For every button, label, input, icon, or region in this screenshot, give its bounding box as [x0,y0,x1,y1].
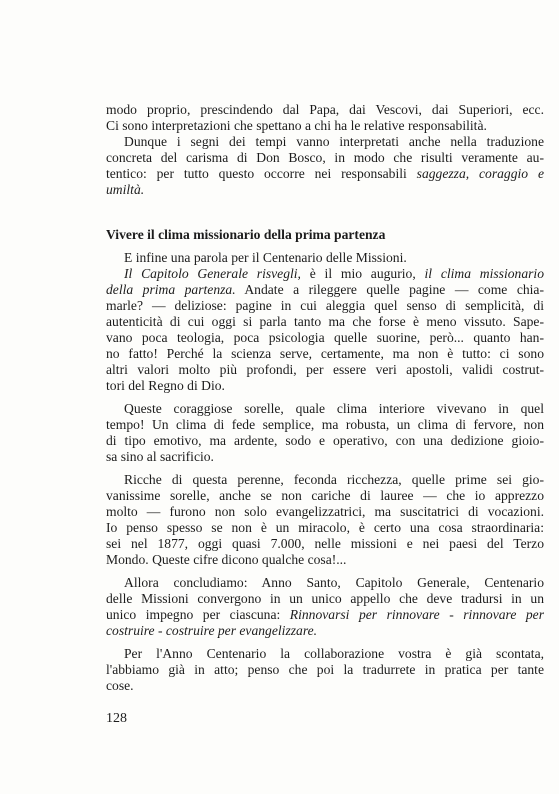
text-line: Io penso spesso se non è un miracolo, è certo una cosa straordinaria: [106,520,544,535]
text-run: Andate a rileggere quelle pagine — come chia- [235,282,544,297]
text-line: autenticità di cui oggi si parla tanto ma che forse è meno vissuto. Sape- [106,314,544,329]
text-line [106,166,544,183]
text-line: Allora concludiamo: Anno Santo, Capitolo Generale, Centenario [124,575,544,590]
text-line: modo proprio, prescindendo dal Papa, dai Vescovi, dai Superiori, ecc. [106,102,544,117]
text-line: vanissime sorelle, anche se non cariche di lauree — che io apprezzo [106,488,544,503]
text-line: E infine una parola per il Centenario delle Missioni. [124,250,407,265]
text-line [124,266,544,283]
text-run: è il mio augurio, [300,266,425,281]
text-line: vano poca teologia, poca psicologia quelle suorine, però... quanto han- [106,330,544,345]
text-line: Per l'Anno Centenario la collaborazione vostra è già scontata, [124,646,544,661]
text-line: di tipo emotivo, ma ardente, sodo e operativo, con una dedizione gioio- [106,433,544,448]
text-line [106,182,544,199]
text-line: l'abbiamo già in atto; penso che poi la tradurrete in pratica per tante [106,662,544,677]
text-line: concreta del carisma di Don Bosco, in modo che risulti veramente au- [106,150,544,165]
text-line: Ci sono interpretazioni che spettano a chi ha le relative responsabilità. [106,118,487,133]
text-line [106,607,544,624]
text-line: tori del Regno di Dio. [106,378,225,393]
italic-text-run: Il Capitolo Generale risvegli, [124,266,301,281]
page-number: 128 [106,711,127,726]
italic-text-run: il clima missionario [424,266,544,281]
text-run: unico impegno per ciascuna: [106,607,290,622]
text-line [106,282,544,299]
text-line: no fatto! Perché la scienza serve, certamente, ma non è tutto: ci sono [106,346,544,361]
text-line: Ricche di questa perenne, feconda ricchezza, quelle prime sei gio- [124,472,544,487]
italic-text-run: saggezza, coraggio e [416,166,544,181]
text-line: cose. [106,678,134,693]
italic-text-run: umiltà. [106,182,145,197]
text-line: delle Missioni convergono in un unico appello che deve tradursi in un [106,591,544,606]
text-line: molto — furono non solo evangelizzatrici, ma suscitatrici di vocazioni. [106,504,544,519]
text-line: sa sino al sacrificio. [106,449,214,464]
text-line: Mondo. Queste cifre dicono qualche cosa!... [106,552,347,567]
italic-text-run: costruire - costruire per evangelizzare. [106,623,318,638]
text-line: altri valori molto più profondi, per essere veri apostoli, validi costrut- [106,362,544,377]
text-line: Dunque i segni dei tempi vanno interpretati anche nella traduzione [124,134,544,149]
italic-text-run: della prima partenza. [106,282,236,297]
text-line: sei nel 1877, oggi quasi 7.000, nelle missioni e nei paesi del Terzo [106,536,544,551]
text-line: marle? — deliziose: pagine in cui aleggia quel senso di semplicità, di [106,298,544,313]
italic-text-run: Rinnovarsi per rinnovare - rinnovare per [289,607,544,622]
text-line: Queste coraggiose sorelle, quale clima interiore vivevano in quel [124,401,544,416]
text-run: tentico: per tutto questo occorre nei responsabili [106,166,417,181]
section-heading: Vivere il clima missionario della prima partenza [106,227,386,242]
text-line [106,623,544,640]
text-line: tempo! Un clima di fede semplice, ma robusta, un clima di fervore, non [106,417,544,432]
